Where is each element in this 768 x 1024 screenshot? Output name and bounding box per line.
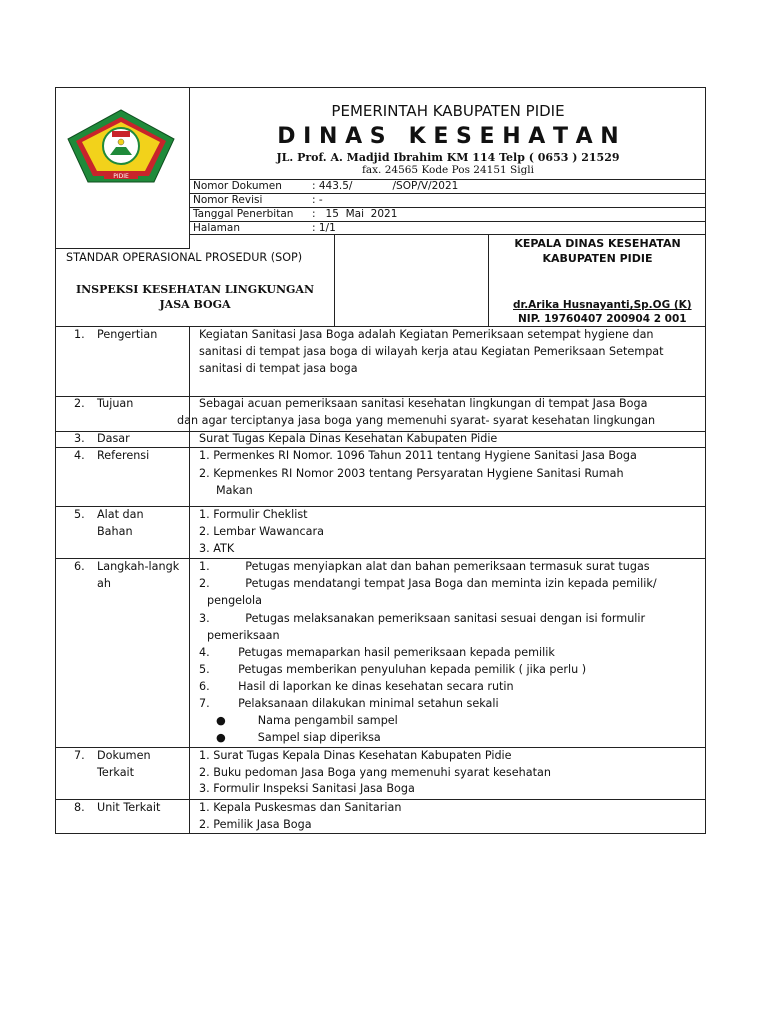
row-label: Pengertian [97, 328, 158, 341]
row-number: 7. [74, 749, 85, 762]
signatory-nip: NIP. 19760407 200904 2 001 [518, 313, 687, 325]
row-text-line: sanitasi di tempat jasa boga di wilayah kerja atau Kegiatan Pemeriksaan Setempat [199, 345, 664, 358]
step-line: 4. Petugas memaparkan hasil pemeriksaan kepada pemilik [199, 646, 555, 659]
agency-name: D I N A S K E S E H A T A N [277, 124, 619, 149]
row-number: 6. [74, 560, 85, 573]
revision-value: : - [312, 194, 323, 206]
row-label: Terkait [97, 766, 135, 779]
doc-number-value: : 443.5/ /SOP/V/2021 [312, 180, 459, 192]
step-line: pengelola [207, 594, 262, 607]
row-label: Alat dan [97, 508, 144, 521]
row-label: Unit Terkait [97, 801, 161, 814]
table-row-line [55, 506, 706, 507]
logo-bottom-line [55, 248, 190, 249]
row-text-line: Sebagai acuan pemeriksaan sanitasi kesehatan lingkungan di tempat Jasa Boga [199, 397, 648, 410]
row-text-line: Makan [216, 484, 253, 497]
government-name: PEMERINTAH KABUPATEN PIDIE [331, 102, 565, 120]
signatory-title-line2: KABUPATEN PIDIE [542, 252, 653, 265]
sop-box-right [334, 234, 335, 326]
logo-caption: PIDIE [113, 173, 129, 180]
step-bullet-line: ● Nama pengambil sampel [216, 714, 398, 727]
row-text-line: 3. Formulir Inspeksi Sanitasi Jasa Boga [199, 782, 415, 795]
row-label: ah [97, 577, 111, 590]
row-number: 1. [74, 328, 85, 341]
row-label: Referensi [97, 449, 150, 462]
row-text-line: Kegiatan Sanitasi Jasa Boga adalah Kegiatan Pemeriksaan setempat hygiene dan [199, 328, 654, 341]
step-line: 6. Hasil di laporkan ke dinas kesehatan secara rutin [199, 680, 514, 693]
row-number: 3. [74, 432, 85, 445]
issue-date-value: : 15 Mai 2021 [312, 208, 398, 220]
sop-label: STANDAR OPERASIONAL PROSEDUR (SOP) [66, 251, 303, 264]
row-text-line: dan agar terciptanya jasa boga yang memenuhi syarat- syarat kesehatan lingkungan [177, 414, 656, 427]
agency-address: JL. Prof. A. Madjid Ibrahim KM 114 Telp ( 0653 ) 21529 [276, 151, 620, 164]
page-label: Halaman [193, 222, 240, 234]
signatory-title-line1: KEPALA DINAS KESEHATAN [514, 237, 681, 250]
row-text-line: 1. Surat Tugas Kepala Dinas Kesehatan Kabupaten Pidie [199, 749, 512, 762]
row-label: Dokumen [97, 749, 151, 762]
row-text-line: sanitasi di tempat jasa boga [199, 362, 358, 375]
signatory-name: dr.Arika Husnayanti,Sp.OG (K) [513, 299, 692, 311]
row-text-line: 1. Permenkes RI Nomor. 1096 Tahun 2011 tentang Hygiene Sanitasi Jasa Boga [199, 449, 637, 462]
row-text-line: 3. ATK [199, 542, 235, 555]
row-text-line: 1. Kepala Puskesmas dan Sanitarian [199, 801, 402, 814]
row-label: Tujuan [97, 397, 134, 410]
step-bullet-line: ● Sampel siap diperiksa [216, 731, 381, 744]
step-line: 7. Pelaksanaan dilakukan minimal setahun sekali [199, 697, 499, 710]
row-label: Dasar [97, 432, 130, 445]
sop-title-line2: JASA BOGA [159, 298, 231, 311]
row-text-line: 2. Lembar Wawancara [199, 525, 324, 538]
doc-number-label: Nomor Dokumen [193, 180, 282, 192]
row-text-line: 2. Buku pedoman Jasa Boga yang memenuhi syarat kesehatan [199, 766, 551, 779]
step-line: 3. Petugas melaksanakan pemeriksaan sanitasi sesuai dengan isi formulir [199, 612, 646, 625]
step-line: 2. Petugas mendatangi tempat Jasa Boga dan meminta izin kepada pemilik/ [199, 577, 657, 590]
row-number: 2. [74, 397, 85, 410]
row-text-line: 2. Kepmenkes RI Nomor 2003 tentang Persyaratan Hygiene Sanitasi Rumah [199, 467, 624, 480]
row-label: Langkah-langk [97, 560, 180, 573]
row-number: 8. [74, 801, 85, 814]
row-text-line: 2. Pemilik Jasa Boga [199, 818, 312, 831]
table-column-divider [189, 326, 190, 834]
page-value: : 1/1 [312, 222, 336, 234]
row-number: 4. [74, 449, 85, 462]
info-row-line [189, 234, 706, 235]
sop-title-line1: INSPEKSI KESEHATAN LINGKUNGAN [75, 283, 314, 296]
row-number: 5. [74, 508, 85, 521]
step-line: pemeriksaan [207, 629, 280, 642]
agency-fax: fax. 24565 Kode Pos 24151 Sigli [361, 164, 535, 176]
row-text-line: 1. Formulir Cheklist [199, 508, 308, 521]
row-text-line: Surat Tugas Kepala Dinas Kesehatan Kabupaten Pidie [199, 432, 498, 445]
step-line: 5. Petugas memberikan penyuluhan kepada pemilik ( jika perlu ) [199, 663, 587, 676]
step-line: 1. Petugas menyiapkan alat dan bahan pemeriksaan termasuk surat tugas [199, 560, 650, 573]
row-label: Bahan [97, 525, 133, 538]
pidie-emblem-logo [66, 109, 176, 183]
issue-date-label: Tanggal Penerbitan [193, 208, 294, 220]
revision-label: Nomor Revisi [193, 194, 263, 206]
